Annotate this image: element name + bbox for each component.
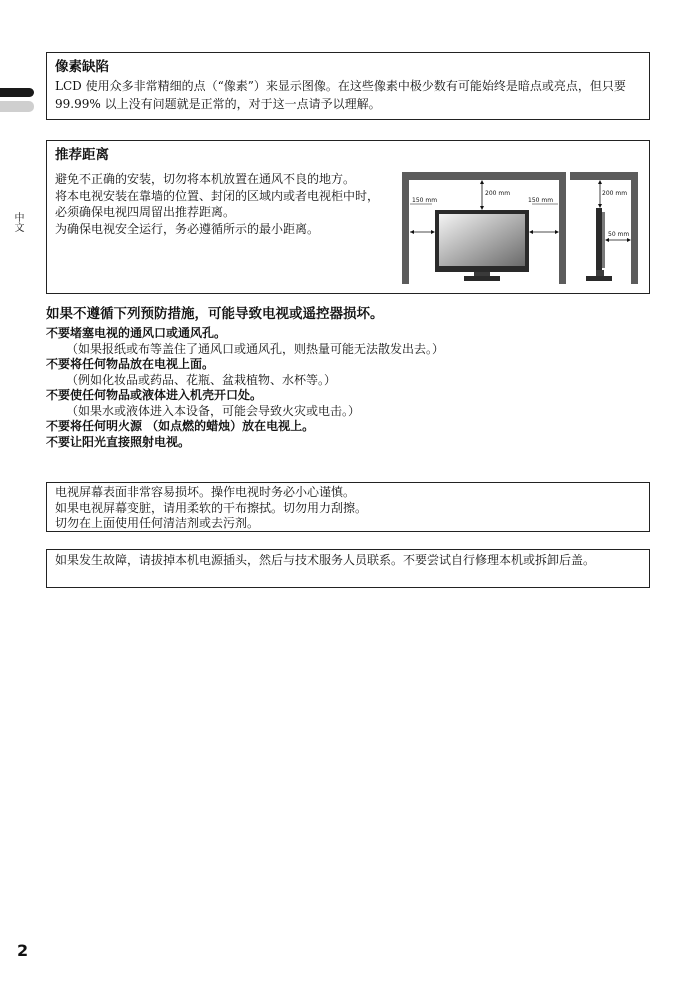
back-clearance-label: 50 mm [608, 231, 630, 238]
screen-care-line: 切勿在上面使用任何清洁剂或去污剂。 [55, 516, 260, 530]
distance-paragraph: 将本电视安装在靠墙的位置、封闭的区域内或者电视柜中时，必须确保电视四周留出推荐距离。 [55, 188, 380, 219]
screen-care-line: 电视屏幕表面非常容易损坏。操作电视时务必小心谨慎。 [55, 485, 356, 499]
section-tab-marker [0, 88, 34, 97]
side-top-clearance-label: 200 mm [602, 190, 628, 197]
front-clearance-diagram [402, 172, 566, 284]
language-label: 中文 [12, 212, 23, 232]
page-number: 2 [17, 941, 29, 960]
left-clearance-label: 150 mm [412, 197, 438, 204]
precaution-note: （如果水或液体进入本设备，可能会导致火灾或电击。） [66, 403, 361, 418]
precautions-section [46, 305, 656, 450]
recommended-distance-text [55, 171, 385, 237]
section-tab-marker-light [0, 101, 34, 112]
precaution-item: 不要让阳光直接照射电视。 [46, 434, 191, 449]
precautions-heading: 如果不遵循下列预防措施，可能导致电视或遥控器损坏。 [46, 306, 384, 322]
precaution-note: （例如化妆品或药品、花瓶、盆栽植物、水杯等。） [66, 372, 337, 387]
right-clearance-label: 150 mm [528, 197, 554, 204]
recommended-distance-title: 推荐距离 [55, 147, 109, 163]
recommended-distance-box [46, 140, 650, 294]
precaution-item: 不要堵塞电视的通风口或通风孔。 [46, 326, 227, 340]
malfunction-box [46, 549, 650, 588]
screen-care-box [46, 482, 650, 532]
pixel-defects-box [46, 52, 650, 120]
top-clearance-label: 200 mm [485, 190, 511, 197]
malfunction-text: 如果发生故障，请拔掉本机电源插头，然后与技术服务人员联系。不要尝试自行修理本机或拆卸后盖。 [55, 553, 596, 567]
distance-paragraph: 避免不正确的安装，切勿将本机放置在通风不良的地方。 [55, 172, 356, 186]
screen-care-line: 如果电视屏幕变脏，请用柔软的干布擦拭。切勿用力刮擦。 [55, 500, 368, 515]
distance-paragraph: 为确保电视安全运行，务必遵循所示的最小距离。 [55, 221, 320, 236]
pixel-defects-title: 像素缺陷 [55, 59, 109, 75]
pixel-defects-text: LCD 使用众多非常精细的点（“像素”）来显示图像。在这些像素中极少数有可能始终是暗点或亮点，但只要 99.99% 以上没有问题就是正常的，对于这一点请予以理解。 [55, 79, 626, 111]
precaution-item: 不要将任何明火源 （如点燃的蜡烛）放在电视上。 [46, 419, 315, 433]
precaution-item: 不要使任何物品或液体进入机壳开口处。 [46, 388, 263, 402]
precaution-note: （如果报纸或布等盖住了通风口或通风孔，则热量可能无法散发出去。） [66, 341, 445, 356]
side-clearance-diagram [570, 172, 638, 284]
precaution-item: 不要将任何物品放在电视上面。 [46, 357, 215, 371]
